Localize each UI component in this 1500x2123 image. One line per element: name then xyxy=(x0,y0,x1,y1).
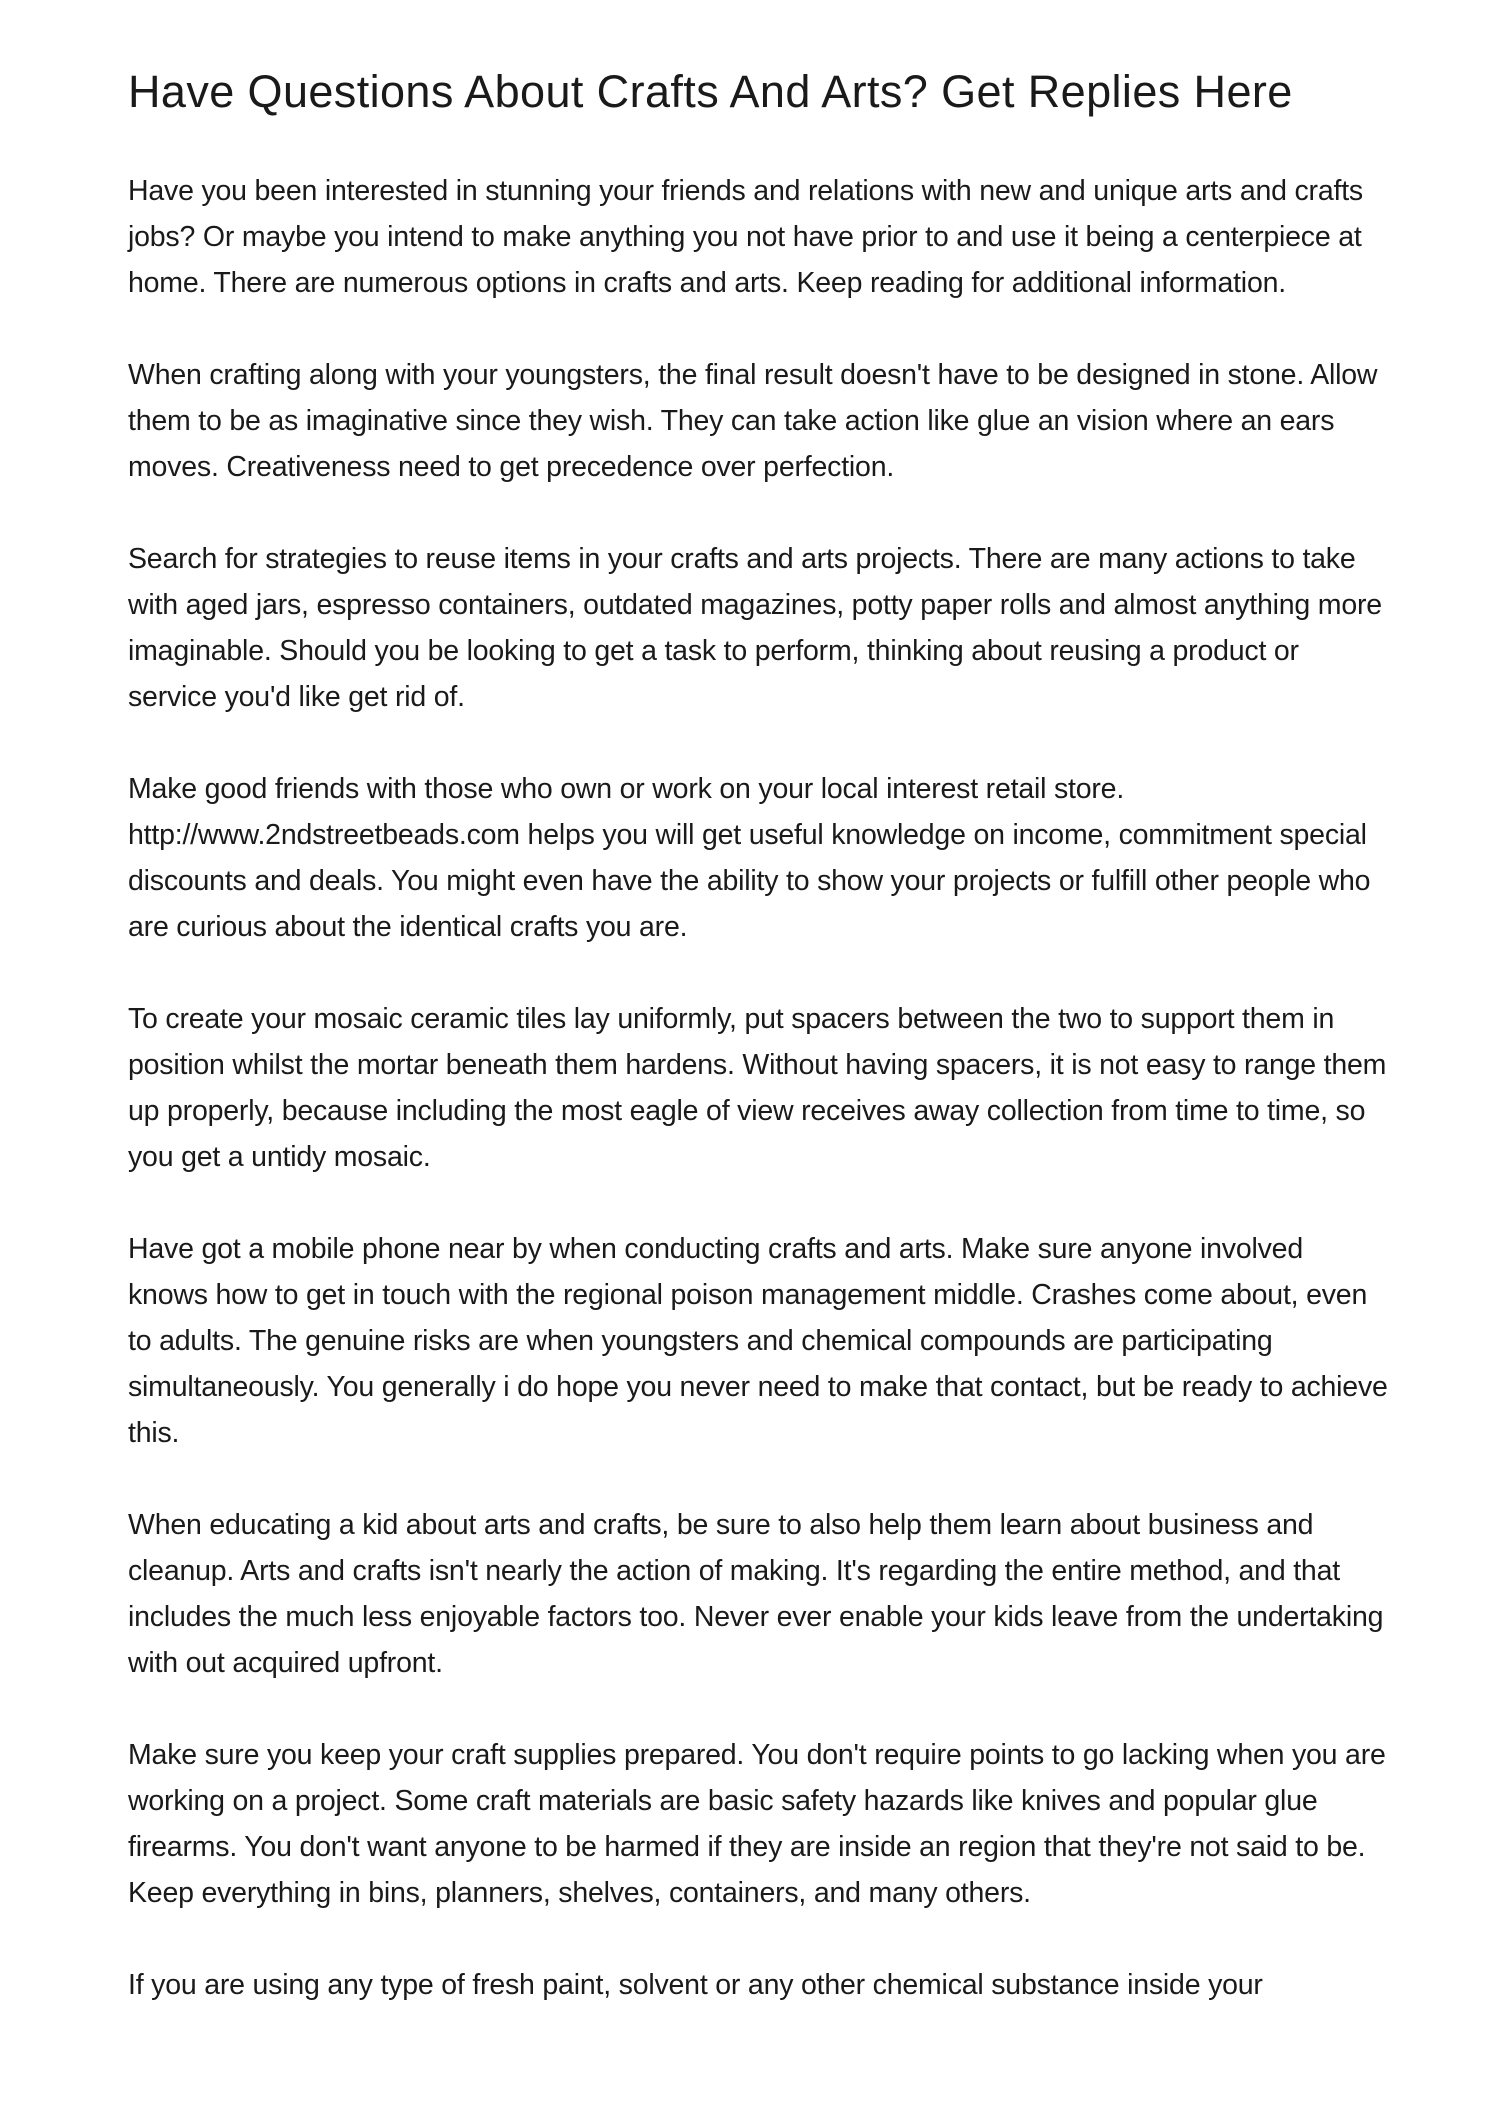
paragraph: When educating a kid about arts and crafts, be sure to also help them learn about business and cleanup. Arts and crafts isn't nearly the action of making. It's regarding the entire method, and that includes the much less enjoyable factors too. Never ever enable your kids leave from the undertaking with out acquired upfront. xyxy=(128,1509,1384,1679)
paragraph: When crafting along with your youngsters, the final result doesn't have to be designed in stone. Allow them to be as imaginative since they wish. They can take action like glue an vision where an ears moves. Creativeness need to get precedence over perfection. xyxy=(128,359,1378,483)
paragraph: Have got a mobile phone near by when conducting crafts and arts. Make sure anyone involved knows how to get in touch with the regional poison management middle. Crashes come about, even to adults. The genuine risks are when youngsters and chemical compounds are participating simultaneously. You generally i do hope you never need to make that contact, but be ready to achieve this. xyxy=(128,1233,1388,1449)
article-body xyxy=(128,168,1390,2054)
paragraph: If you are using any type of fresh paint, solvent or any other chemical substance inside your xyxy=(128,1969,1263,2001)
page-title: Have Questions About Crafts And Arts? Get Replies Here xyxy=(128,66,1293,117)
paragraph: To create your mosaic ceramic tiles lay uniformly, put spacers between the two to support them in position whilst the mortar beneath them hardens. Without having spacers, it is not easy to range them up properly, because including the most eagle of view receives away collection from time to time, so you get a untidy mosaic. xyxy=(128,1003,1387,1173)
paragraph: Make sure you keep your craft supplies prepared. You don't require points to go lacking when you are working on a project. Some craft materials are basic safety hazards like knives and popular glue firearms. You don't want anyone to be harmed if they are inside an region that they're not said to be. Keep everything in bins, planners, shelves, containers, and many others. xyxy=(128,1739,1386,1909)
paragraph: Search for strategies to reuse items in your crafts and arts projects. There are many actions to take with aged jars, espresso containers, outdated magazines, potty paper rolls and almost anything more imaginable. Should you be looking to get a task to perform, thinking about reusing a product or service you'd like get rid of. xyxy=(128,543,1382,713)
paragraph: Make good friends with those who own or work on your local interest retail store. http://www.2ndstreetbeads.com helps you will get useful knowledge on income, commitment special discounts and deals. You might even have the ability to show your projects or fulfill other people who are curious about the identical crafts you are. xyxy=(128,773,1371,943)
paragraph: Have you been interested in stunning your friends and relations with new and unique arts and crafts jobs? Or maybe you intend to make anything you not have prior to and use it being a centerpiece at home. There are numerous options in crafts and arts. Keep reading for additional information. xyxy=(128,175,1363,299)
